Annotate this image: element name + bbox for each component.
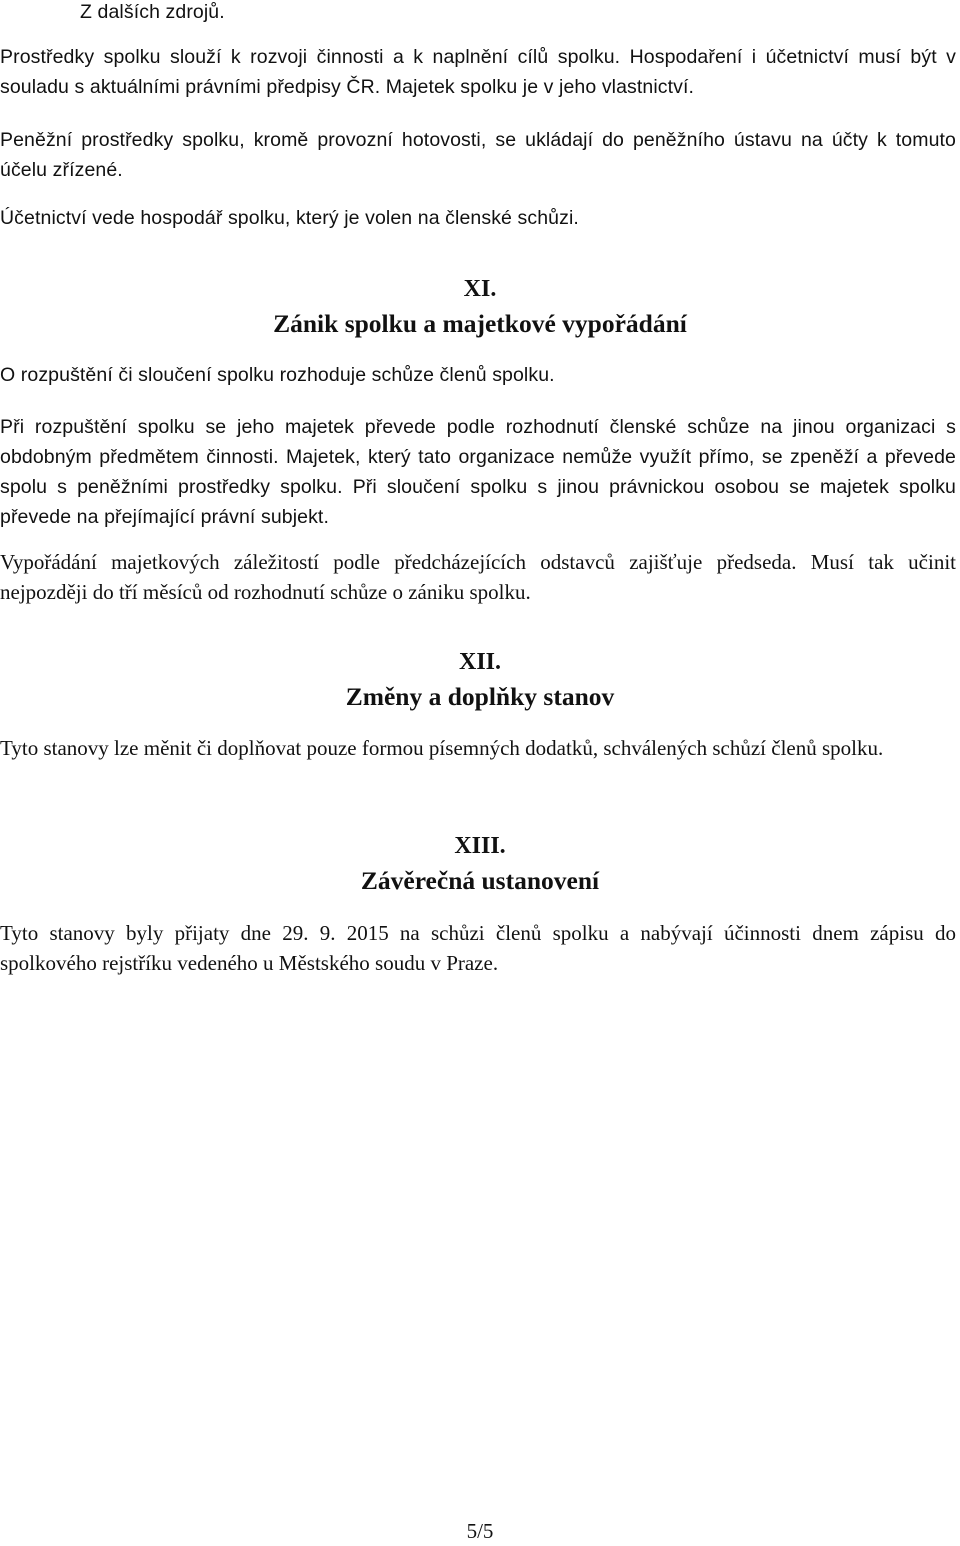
paragraph-amendments: Tyto stanovy lze měnit či doplňovat pouze formou písemných dodatků, schválených schůzí členů spolku. [0,736,884,760]
section-xii-number: XII. [458,649,501,675]
section-xiii-number: XIII. [454,833,506,859]
paragraph-settlement: Vypořádání majetkových záležitostí podle předcházejících odstavců zajišťuje předseda. Musí tak učinit nejpozději do tří měsíců od rozhodnutí schůze o zániku spolku. [0,550,956,604]
section-xii-title: Změny a doplňky stanov [345,682,615,711]
page-number: 5/5 [466,1519,494,1543]
section-xiii-title: Závěrečná ustanovení [360,866,600,895]
paragraph-dissolution-decision: O rozpuštění či sloučení spolku rozhoduje schůze členů spolku. [0,364,555,386]
paragraph-final-provisions: Tyto stanovy byly přijaty dne 29. 9. 2015 na schůzi členů spolku a nabývají účinnosti dnem zápisu do spolkového rejstříku vedeného u Městského soudu v Praze. [0,921,956,975]
paragraph-bank-accounts: Peněžní prostředky spolku, kromě provozní hotovosti, se ukládají do peněžního ústavu na účty k tomuto účelu zřízené. [0,129,956,181]
paragraph-assets-purpose: Prostředky spolku slouží k rozvoji činnosti a k naplnění cílů spolku. Hospodaření i účetnictví musí být v souladu s aktuálními právními předpisy ČR. Majetek spolku je v jeho vlastnictví. [0,46,956,98]
intro-fragment: Z dalších zdrojů. [80,1,225,23]
paragraph-dissolution-assets: Při rozpuštění spolku se jeho majetek převede podle rozhodnutí členské schůze na jinou organizaci s obdobným předmětem činnosti. Majetek, který tato organizace nemůže využít přímo, se zpeněží a převede spolu s peněžními prostředky spolku. Při sloučení spolku s jinou právnickou osobou se majetek spolku převede na přejímající právní subjekt. [0,416,956,528]
paragraph-accounting: Účetnictví vede hospodář spolku, který je volen na členské schůzi. [0,207,579,229]
section-xi-title: Zánik spolku a majetkové vypořádání [273,309,687,338]
section-xi-number: XI. [463,276,497,302]
